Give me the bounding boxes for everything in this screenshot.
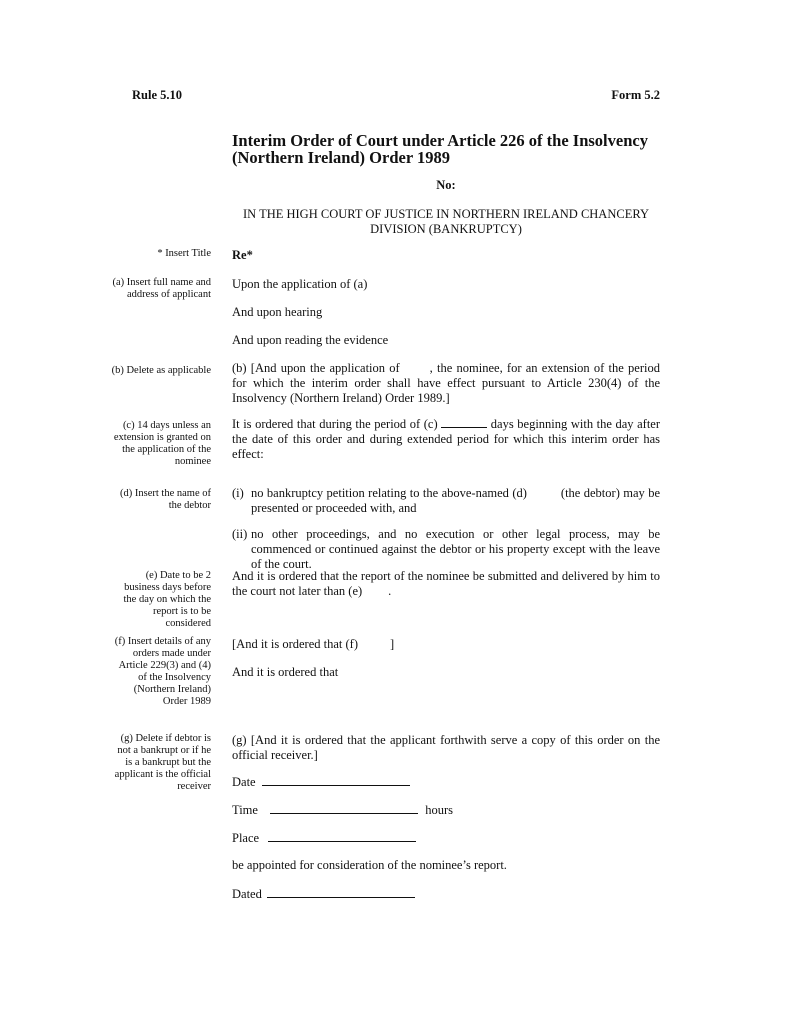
form-number: Form 5.2	[611, 88, 660, 102]
place-line	[232, 830, 660, 846]
page-title: Interim Order of Court under Article 226 of the Insolvency (Northern Ireland) Order 1989	[232, 131, 648, 167]
hours-label: hours	[425, 803, 453, 817]
margin-note-f: (f) Insert details of any orders made under Article 229(3) and (4) of the Insolvency (Northern Ireland) Order 1989	[114, 636, 211, 707]
extension-paragraph	[232, 361, 660, 406]
margin-note-c: (c) 14 days unless an extension is granted on the application of the nominee	[113, 420, 211, 467]
item-i-text-rest: (the debtor) may be presented or proceeded with, and	[251, 486, 660, 515]
margin-note-a: (a) Insert full name and address of applicant	[112, 277, 211, 300]
time-label: Time	[232, 803, 258, 817]
re-line: Re*	[232, 248, 253, 262]
days-blank	[441, 416, 487, 428]
margin-note-insert-title: * Insert Title	[157, 248, 211, 259]
further-order-line	[232, 637, 660, 652]
item-i-number: (i)	[232, 486, 244, 500]
place-label: Place	[232, 831, 260, 845]
margin-note-e: (e) Date to be 2 business days before the day on which the report is to be considered	[123, 570, 211, 629]
item-ii	[232, 527, 660, 572]
report-paragraph	[232, 569, 660, 599]
court-heading: IN THE HIGH COURT OF JUSTICE IN NORTHERN IRELAND CHANCERY DIVISION (BANKRUPTCY)	[242, 207, 650, 236]
further-order-text: [And it is ordered that (f)	[232, 637, 359, 651]
time-blank	[270, 802, 418, 814]
reading-line: And upon reading the evidence	[232, 333, 389, 347]
extension-text-start: (b) [And upon the application of	[232, 361, 400, 375]
date-label: Date	[232, 775, 256, 789]
dated-blank	[267, 886, 415, 898]
ordered-text-start: It is ordered that during the period of (c)	[232, 417, 438, 431]
dated-line	[232, 886, 660, 902]
place-blank	[268, 830, 416, 842]
appointed-line: be appointed for consideration of the nominee’s report.	[232, 858, 507, 872]
extension-text-rest: , the nominee, for an extension of the period for which the interim order shall have effect pursuant to Article 230(4) of the Insolvency (Northern Ireland) Order 1989.]	[232, 361, 660, 405]
ordered-that-line: And it is ordered that	[232, 665, 339, 679]
margin-note-b: (b) Delete as applicable	[111, 365, 211, 376]
ordered-text-rest: days beginning with the day after the date of this order and during extended period for which this interim order has effect:	[232, 417, 661, 461]
item-ii-text: no other proceedings, and no execution or other legal process, may be commenced or continued against the debtor or his property except with the leave of the court.	[251, 527, 660, 571]
item-ii-number: (ii)	[232, 527, 248, 541]
margin-note-g: (g) Delete if debtor is not a bankrupt or if he is a bankrupt but the applicant is the official receiver	[114, 733, 211, 792]
item-i-text-start: no bankruptcy petition relating to the above-named (d)	[251, 486, 527, 500]
serve-order-paragraph: (g) [And it is ordered that the applicant forthwith serve a copy of this order on the official receiver.]	[232, 733, 660, 762]
application-line: Upon the application of (a)	[232, 277, 368, 291]
date-blank	[262, 774, 410, 786]
report-text: And it is ordered that the report of the nominee be submitted and delivered by him to the court not later than (e)	[232, 569, 660, 598]
report-text-end: .	[388, 584, 392, 598]
item-i	[232, 486, 660, 516]
case-number-label: No:	[436, 178, 456, 192]
time-line	[232, 802, 660, 818]
dated-label: Dated	[232, 887, 262, 901]
ordered-paragraph	[232, 416, 660, 462]
date-line	[232, 774, 660, 790]
further-order-bracket: ]	[390, 637, 395, 651]
hearing-line: And upon hearing	[232, 305, 323, 319]
margin-note-d: (d) Insert the name of the debtor	[120, 488, 211, 511]
rule-number: Rule 5.10	[132, 88, 182, 102]
